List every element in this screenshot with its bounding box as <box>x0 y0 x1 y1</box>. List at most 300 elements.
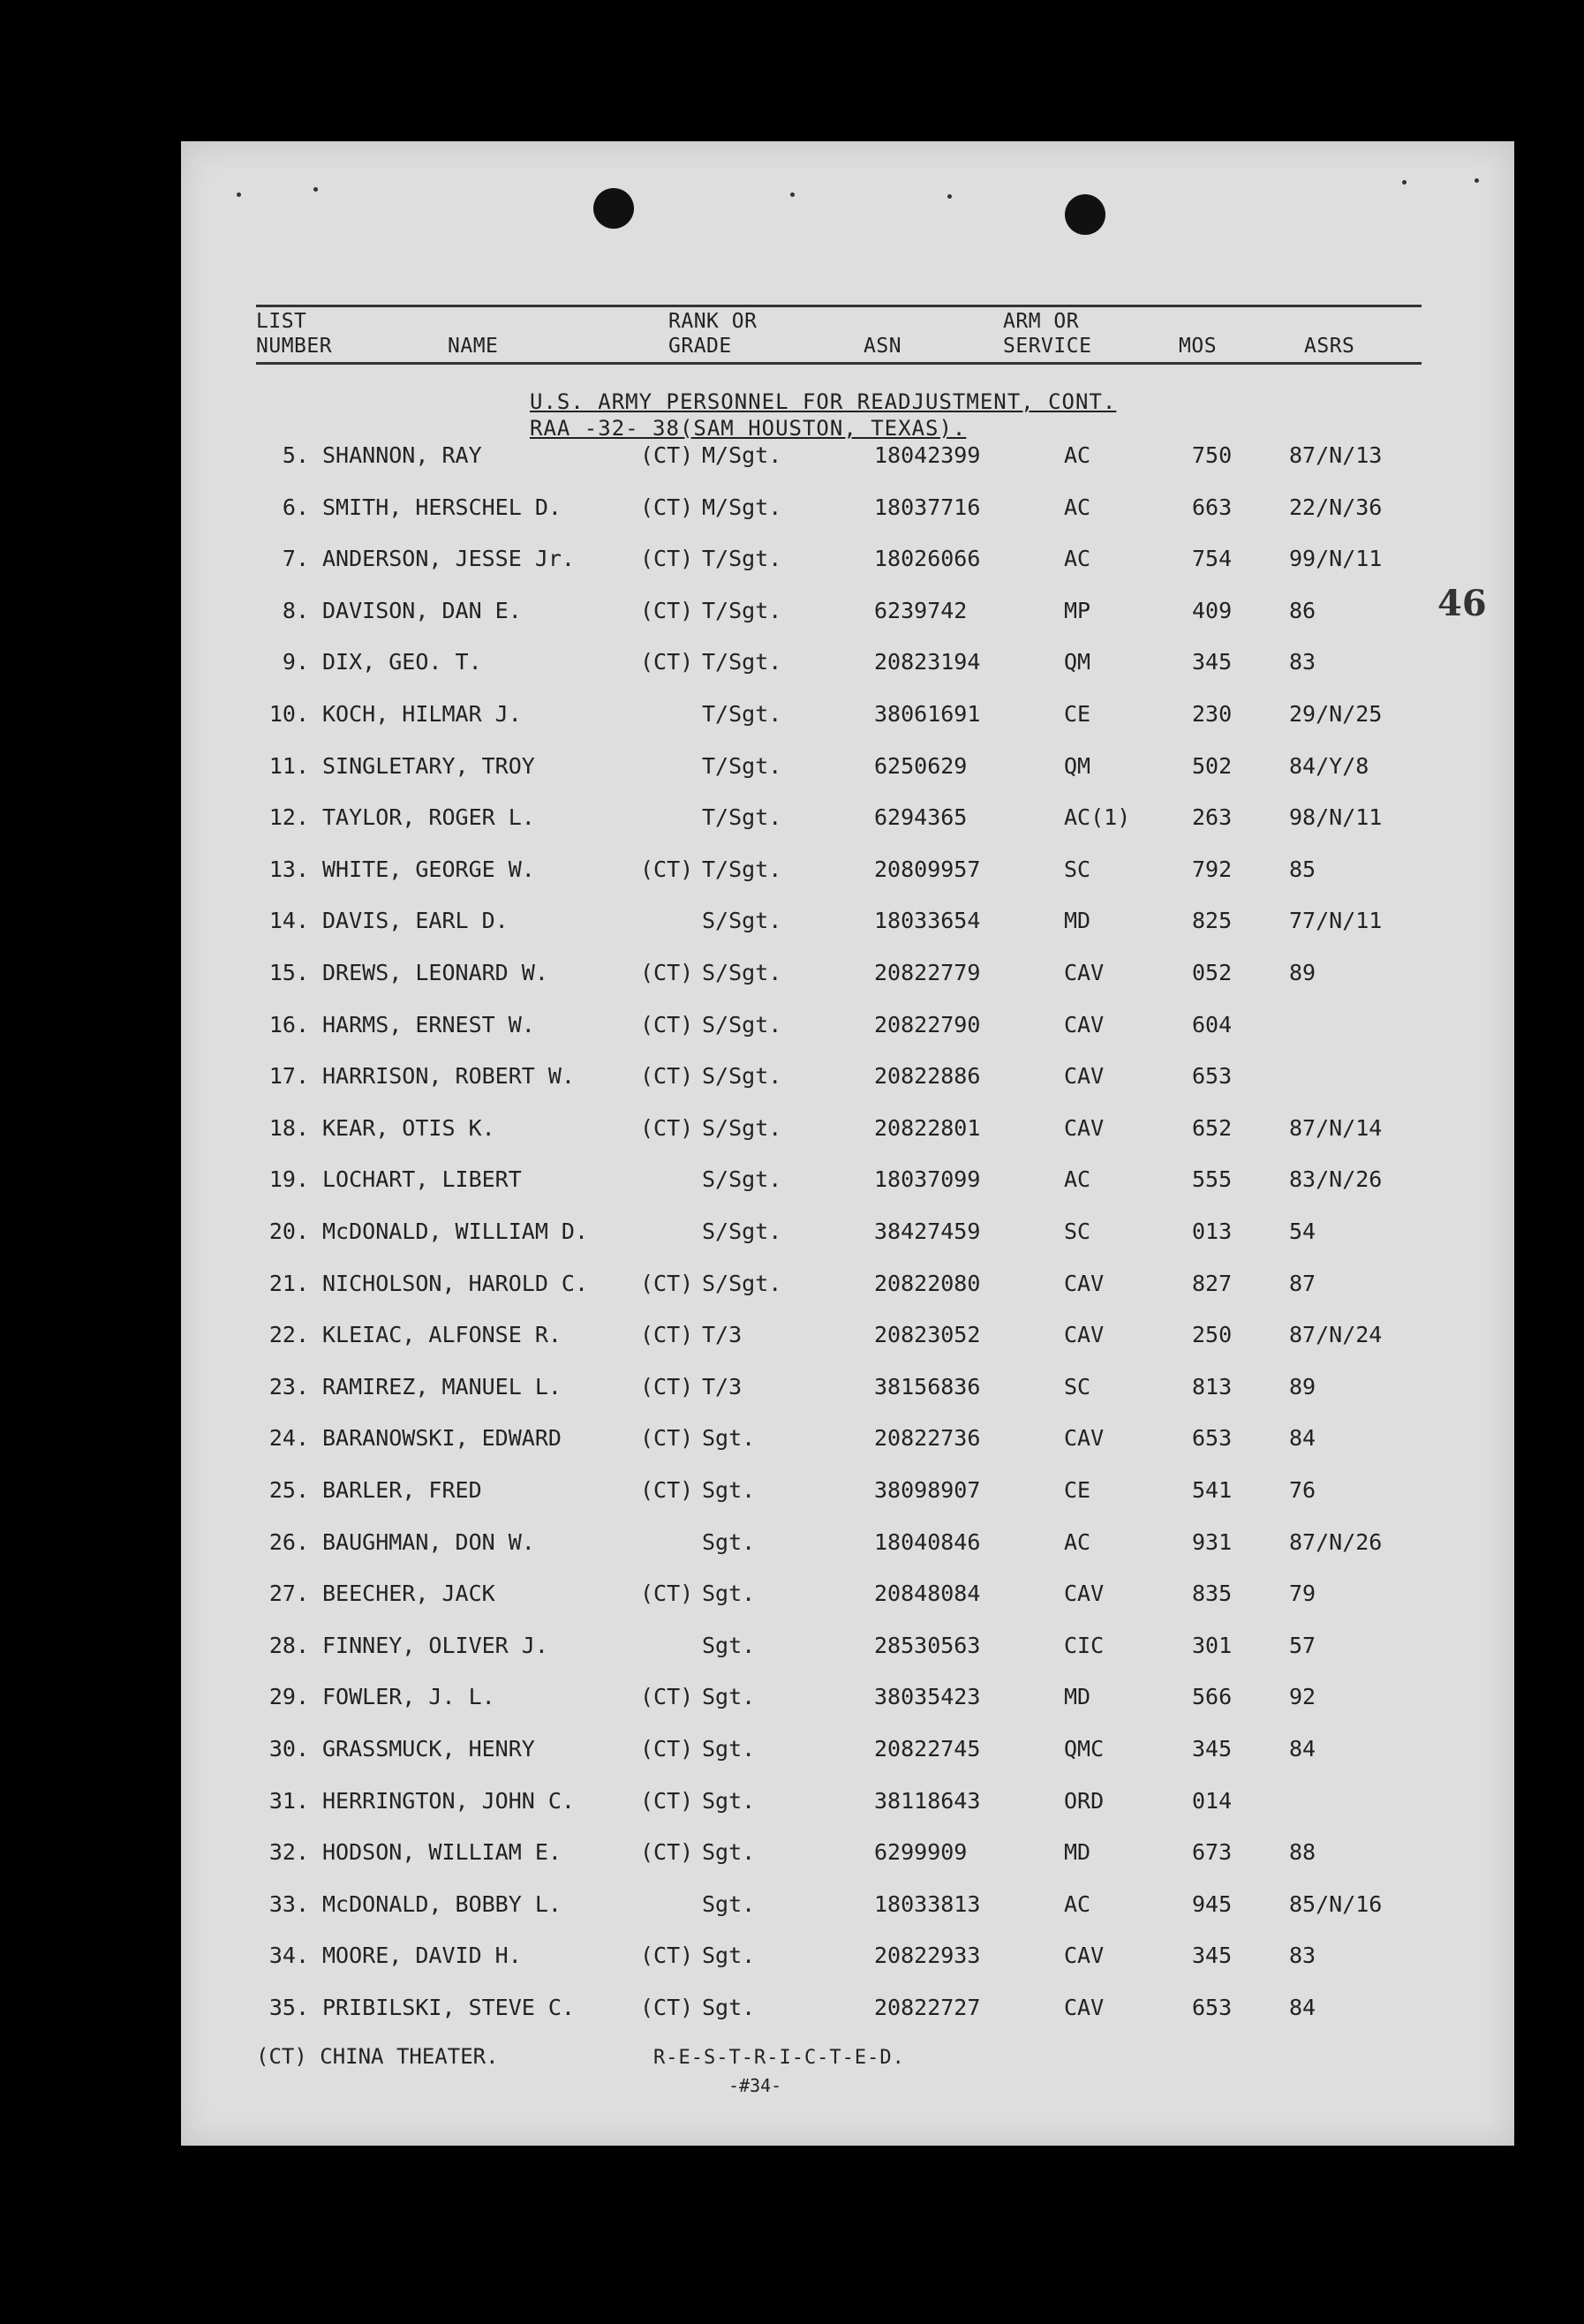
cell-arm: CAV <box>1064 1115 1105 1141</box>
table-row <box>0 1473 1584 1508</box>
document-title <box>530 389 1116 441</box>
cell-name: HERRINGTON, JOHN C. <box>322 1788 575 1814</box>
header-asrs <box>1304 334 1354 358</box>
cell-mos: 653 <box>1192 1063 1233 1089</box>
table-row <box>0 1370 1584 1405</box>
table-row <box>0 1214 1584 1249</box>
cell-asrs: 87/N/26 <box>1289 1529 1383 1555</box>
cell-name: WHITE, GEORGE W. <box>322 856 535 882</box>
cell-asrs: 76 <box>1289 1477 1316 1503</box>
cell-name: SHANNON, RAY <box>322 442 482 468</box>
cell-asrs: 83 <box>1289 649 1316 675</box>
cell-num: 33. <box>268 1891 309 1917</box>
cell-asrs: 77/N/11 <box>1289 908 1383 933</box>
cell-asrs: 57 <box>1289 1633 1316 1658</box>
cell-grade: Sgt. <box>702 1736 756 1762</box>
cell-asn: 6299909 <box>874 1839 968 1865</box>
table-row <box>0 645 1584 680</box>
cell-num: 5. <box>282 442 309 468</box>
table-row <box>0 1162 1584 1197</box>
header-name <box>448 334 498 358</box>
header-asrs-label: ASRS <box>1304 335 1355 358</box>
cell-arm: CE <box>1064 701 1091 727</box>
cell-ct: (CT) <box>640 1684 694 1709</box>
cell-grade: S/Sgt. <box>702 1012 782 1038</box>
speck <box>237 192 241 197</box>
cell-arm: MD <box>1064 908 1091 933</box>
cell-name: FOWLER, J. L. <box>322 1684 495 1709</box>
cell-ct: (CT) <box>640 1063 694 1089</box>
cell-asrs: 87/N/13 <box>1289 442 1383 468</box>
cell-name: KOCH, HILMAR J. <box>322 701 522 727</box>
cell-arm: CIC <box>1064 1633 1105 1658</box>
cell-name: SINGLETARY, TROY <box>322 753 535 779</box>
cell-arm: CE <box>1064 1477 1091 1503</box>
cell-asn: 20822933 <box>874 1943 981 1968</box>
cell-num: 15. <box>268 960 309 985</box>
cell-asn: 18033813 <box>874 1891 981 1917</box>
cell-mos: 652 <box>1192 1115 1233 1141</box>
table-row <box>0 1732 1584 1767</box>
footer-restricted: R-E-S-T-R-I-C-T-E-D. <box>653 2047 905 2069</box>
cell-arm: AC <box>1064 1529 1091 1555</box>
cell-arm: QM <box>1064 649 1091 675</box>
cell-grade: T/Sgt. <box>702 649 782 675</box>
table-row <box>0 438 1584 473</box>
cell-grade: Sgt. <box>702 1425 756 1451</box>
cell-asrs: 79 <box>1289 1581 1316 1606</box>
cell-arm: SC <box>1064 856 1091 882</box>
cell-asn: 20823052 <box>874 1322 981 1347</box>
cell-asrs: 84/Y/8 <box>1289 753 1369 779</box>
cell-grade: Sgt. <box>702 1633 756 1658</box>
cell-asrs: 83 <box>1289 1943 1316 1968</box>
cell-name: BAUGHMAN, DON W. <box>322 1529 535 1555</box>
table-row <box>0 1784 1584 1819</box>
cell-mos: 750 <box>1192 442 1233 468</box>
cell-name: DAVISON, DAN E. <box>322 598 522 623</box>
cell-num: 23. <box>268 1374 309 1400</box>
cell-asn: 38098907 <box>874 1477 981 1503</box>
header-mos <box>1179 334 1217 358</box>
cell-name: KEAR, OTIS K. <box>322 1115 495 1141</box>
table-row <box>0 1576 1584 1611</box>
cell-asn: 20822779 <box>874 960 981 985</box>
header-arm-line2: SERVICE <box>1003 335 1092 358</box>
cell-num: 29. <box>268 1684 309 1709</box>
cell-asn: 6239742 <box>874 598 968 623</box>
cell-mos: 813 <box>1192 1374 1233 1400</box>
cell-grade: Sgt. <box>702 1995 756 2020</box>
cell-mos: 653 <box>1192 1995 1233 2020</box>
cell-arm: CAV <box>1064 1063 1105 1089</box>
cell-num: 27. <box>268 1581 309 1606</box>
cell-grade: M/Sgt. <box>702 442 782 468</box>
cell-asn: 38118643 <box>874 1788 981 1814</box>
cell-num: 18. <box>268 1115 309 1141</box>
cell-name: DREWS, LEONARD W. <box>322 960 548 985</box>
cell-num: 10. <box>268 701 309 727</box>
cell-num: 16. <box>268 1012 309 1038</box>
cell-grade: Sgt. <box>702 1891 756 1917</box>
cell-grade: T/Sgt. <box>702 598 782 623</box>
cell-num: 34. <box>268 1943 309 1968</box>
cell-num: 26. <box>268 1529 309 1555</box>
cell-mos: 301 <box>1192 1633 1233 1658</box>
cell-asn: 20848084 <box>874 1581 981 1606</box>
cell-arm: CAV <box>1064 1425 1105 1451</box>
cell-arm: AC <box>1064 546 1091 571</box>
cell-grade: T/Sgt. <box>702 753 782 779</box>
cell-arm: AC(1) <box>1064 804 1131 830</box>
cell-mos: 409 <box>1192 598 1233 623</box>
cell-arm: CAV <box>1064 1271 1105 1296</box>
cell-asrs: 54 <box>1289 1219 1316 1244</box>
cell-name: HARMS, ERNEST W. <box>322 1012 535 1038</box>
cell-mos: 827 <box>1192 1271 1233 1296</box>
cell-name: MOORE, DAVID H. <box>322 1943 522 1968</box>
cell-num: 25. <box>268 1477 309 1503</box>
cell-num: 19. <box>268 1166 309 1192</box>
cell-arm: SC <box>1064 1374 1091 1400</box>
cell-mos: 825 <box>1192 908 1233 933</box>
cell-asn: 20822801 <box>874 1115 981 1141</box>
table-row <box>0 852 1584 887</box>
header-list-number-line2: NUMBER <box>256 335 333 358</box>
header-asn <box>864 334 901 358</box>
table-row <box>0 1317 1584 1353</box>
cell-asn: 18040846 <box>874 1529 981 1555</box>
cell-asn: 20809957 <box>874 856 981 882</box>
cell-mos: 945 <box>1192 1891 1233 1917</box>
table-row <box>0 1421 1584 1456</box>
cell-arm: CAV <box>1064 1581 1105 1606</box>
cell-asn: 20822736 <box>874 1425 981 1451</box>
cell-asrs: 98/N/11 <box>1289 804 1383 830</box>
cell-grade: T/Sgt. <box>702 804 782 830</box>
cell-mos: 013 <box>1192 1219 1233 1244</box>
cell-arm: CAV <box>1064 1995 1105 2020</box>
table-row <box>0 1059 1584 1094</box>
table-row <box>0 697 1584 732</box>
cell-ct: (CT) <box>640 1425 694 1451</box>
cell-mos: 931 <box>1192 1529 1233 1555</box>
cell-mos: 502 <box>1192 753 1233 779</box>
table-row <box>0 1266 1584 1302</box>
cell-num: 8. <box>282 598 309 623</box>
table-row <box>0 541 1584 577</box>
cell-asn: 20822886 <box>874 1063 981 1089</box>
cell-ct: (CT) <box>640 1943 694 1968</box>
cell-grade: Sgt. <box>702 1529 756 1555</box>
cell-num: 17. <box>268 1063 309 1089</box>
cell-asn: 38035423 <box>874 1684 981 1709</box>
cell-grade: S/Sgt. <box>702 960 782 985</box>
cell-num: 31. <box>268 1788 309 1814</box>
cell-ct: (CT) <box>640 546 694 571</box>
cell-mos: 604 <box>1192 1012 1233 1038</box>
cell-mos: 566 <box>1192 1684 1233 1709</box>
cell-arm: ORD <box>1064 1788 1105 1814</box>
cell-asrs: 22/N/36 <box>1289 494 1383 520</box>
cell-ct: (CT) <box>640 1115 694 1141</box>
cell-asrs: 86 <box>1289 598 1316 623</box>
cell-mos: 345 <box>1192 1736 1233 1762</box>
cell-ct: (CT) <box>640 649 694 675</box>
cell-mos: 541 <box>1192 1477 1233 1503</box>
cell-grade: T/Sgt. <box>702 856 782 882</box>
cell-arm: AC <box>1064 442 1091 468</box>
cell-mos: 555 <box>1192 1166 1233 1192</box>
cell-num: 9. <box>282 649 309 675</box>
cell-asrs: 84 <box>1289 1736 1316 1762</box>
cell-asn: 6250629 <box>874 753 968 779</box>
table-row <box>0 955 1584 991</box>
page-stamp: 46 <box>1437 583 1487 624</box>
cell-grade: M/Sgt. <box>702 494 782 520</box>
table-row <box>0 593 1584 629</box>
cell-num: 35. <box>268 1995 309 2020</box>
punch-hole-right <box>1065 194 1105 235</box>
cell-asrs: 29/N/25 <box>1289 701 1383 727</box>
cell-asrs: 99/N/11 <box>1289 546 1383 571</box>
table-row <box>0 1887 1584 1922</box>
cell-asrs: 84 <box>1289 1995 1316 2020</box>
cell-asn: 18026066 <box>874 546 981 571</box>
cell-asn: 38427459 <box>874 1219 981 1244</box>
cell-ct: (CT) <box>640 1995 694 2020</box>
cell-grade: T/3 <box>702 1322 743 1347</box>
cell-grade: Sgt. <box>702 1943 756 1968</box>
header-arm <box>1003 309 1091 358</box>
cell-arm: CAV <box>1064 960 1105 985</box>
cell-asn: 18042399 <box>874 442 981 468</box>
header-list-number <box>256 309 332 358</box>
cell-name: ANDERSON, JESSE Jr. <box>322 546 575 571</box>
cell-grade: T/3 <box>702 1374 743 1400</box>
cell-grade: T/Sgt. <box>702 546 782 571</box>
cell-asrs: 85/N/16 <box>1289 1891 1383 1917</box>
cell-name: DAVIS, EARL D. <box>322 908 509 933</box>
cell-mos: 835 <box>1192 1581 1233 1606</box>
cell-name: RAMIREZ, MANUEL L. <box>322 1374 562 1400</box>
table-row <box>0 1628 1584 1664</box>
cell-ct: (CT) <box>640 598 694 623</box>
cell-name: BARLER, FRED <box>322 1477 482 1503</box>
table-row <box>0 1525 1584 1560</box>
cell-ct: (CT) <box>640 1322 694 1347</box>
cell-arm: MD <box>1064 1684 1091 1709</box>
cell-arm: MP <box>1064 598 1091 623</box>
cell-asn: 38061691 <box>874 701 981 727</box>
cell-mos: 250 <box>1192 1322 1233 1347</box>
cell-mos: 663 <box>1192 494 1233 520</box>
cell-ct: (CT) <box>640 1374 694 1400</box>
table-row <box>0 1007 1584 1043</box>
cell-name: BARANOWSKI, EDWARD <box>322 1425 562 1451</box>
cell-grade: Sgt. <box>702 1477 756 1503</box>
cell-asrs: 87 <box>1289 1271 1316 1296</box>
cell-num: 30. <box>268 1736 309 1762</box>
cell-num: 12. <box>268 804 309 830</box>
cell-arm: CAV <box>1064 1322 1105 1347</box>
cell-num: 14. <box>268 908 309 933</box>
header-mos-label: MOS <box>1179 335 1218 358</box>
cell-asn: 20823194 <box>874 649 981 675</box>
header-name-label: NAME <box>448 335 499 358</box>
cell-num: 7. <box>282 546 309 571</box>
cell-name: DIX, GEO. T. <box>322 649 482 675</box>
cell-asn: 28530563 <box>874 1633 981 1658</box>
cell-name: HODSON, WILLIAM E. <box>322 1839 562 1865</box>
cell-asn: 20822745 <box>874 1736 981 1762</box>
cell-asrs: 84 <box>1289 1425 1316 1451</box>
table-row <box>0 1111 1584 1146</box>
cell-asn: 18037099 <box>874 1166 981 1192</box>
cell-grade: Sgt. <box>702 1684 756 1709</box>
cell-name: PRIBILSKI, STEVE C. <box>322 1995 575 2020</box>
cell-asn: 18037716 <box>874 494 981 520</box>
cell-ct: (CT) <box>640 1839 694 1865</box>
cell-name: LOCHART, LIBERT <box>322 1166 522 1192</box>
cell-num: 6. <box>282 494 309 520</box>
cell-arm: MD <box>1064 1839 1091 1865</box>
cell-ct: (CT) <box>640 1581 694 1606</box>
cell-arm: CAV <box>1064 1012 1105 1038</box>
cell-ct: (CT) <box>640 960 694 985</box>
cell-arm: AC <box>1064 1891 1091 1917</box>
cell-asrs: 87/N/24 <box>1289 1322 1383 1347</box>
header-arm-line1: ARM OR <box>1003 310 1080 333</box>
cell-mos: 754 <box>1192 546 1233 571</box>
cell-num: 24. <box>268 1425 309 1451</box>
cell-mos: 230 <box>1192 701 1233 727</box>
cell-grade: T/Sgt. <box>702 701 782 727</box>
cell-mos: 673 <box>1192 1839 1233 1865</box>
cell-mos: 263 <box>1192 804 1233 830</box>
cell-asrs: 89 <box>1289 960 1316 985</box>
cell-arm: QMC <box>1064 1736 1105 1762</box>
cell-grade: S/Sgt. <box>702 1271 782 1296</box>
title-line-1: U.S. ARMY PERSONNEL FOR READJUSTMENT, CONT. <box>530 389 1117 414</box>
cell-asn: 18033654 <box>874 908 981 933</box>
cell-grade: S/Sgt. <box>702 1115 782 1141</box>
speck <box>947 194 952 199</box>
header-rank <box>668 309 757 358</box>
cell-mos: 653 <box>1192 1425 1233 1451</box>
header-asn-label: ASN <box>864 335 902 358</box>
cell-mos: 345 <box>1192 649 1233 675</box>
cell-grade: Sgt. <box>702 1788 756 1814</box>
cell-num: 32. <box>268 1839 309 1865</box>
cell-asrs: 85 <box>1289 856 1316 882</box>
cell-name: GRASSMUCK, HENRY <box>322 1736 535 1762</box>
cell-ct: (CT) <box>640 1012 694 1038</box>
cell-grade: S/Sgt. <box>702 1219 782 1244</box>
cell-mos: 014 <box>1192 1788 1233 1814</box>
speck <box>313 187 318 192</box>
cell-asrs: 87/N/14 <box>1289 1115 1383 1141</box>
table-row <box>0 903 1584 939</box>
header-rank-line1: RANK OR <box>668 310 758 333</box>
cell-num: 22. <box>268 1322 309 1347</box>
table-row <box>0 1679 1584 1715</box>
table-row <box>0 1835 1584 1870</box>
footer-page-number: -#34- <box>728 2075 782 2096</box>
cell-arm: AC <box>1064 1166 1091 1192</box>
cell-grade: S/Sgt. <box>702 908 782 933</box>
cell-asn: 20822080 <box>874 1271 981 1296</box>
cell-num: 21. <box>268 1271 309 1296</box>
cell-grade: S/Sgt. <box>702 1166 782 1192</box>
cell-ct: (CT) <box>640 1736 694 1762</box>
cell-mos: 792 <box>1192 856 1233 882</box>
cell-asrs: 83/N/26 <box>1289 1166 1383 1192</box>
cell-grade: Sgt. <box>702 1839 756 1865</box>
cell-name: BEECHER, JACK <box>322 1581 495 1606</box>
header-rank-line2: GRADE <box>668 335 732 358</box>
cell-ct: (CT) <box>640 494 694 520</box>
cell-arm: SC <box>1064 1219 1091 1244</box>
cell-ct: (CT) <box>640 856 694 882</box>
punch-hole-left <box>593 188 634 229</box>
cell-asrs: 88 <box>1289 1839 1316 1865</box>
cell-asrs: 92 <box>1289 1684 1316 1709</box>
cell-asn: 20822790 <box>874 1012 981 1038</box>
cell-name: NICHOLSON, HAROLD C. <box>322 1271 589 1296</box>
cell-asn: 6294365 <box>874 804 968 830</box>
footer-note: (CT) CHINA THEATER. <box>256 2044 499 2069</box>
cell-asn: 38156836 <box>874 1374 981 1400</box>
table-row <box>0 1938 1584 1973</box>
cell-name: TAYLOR, ROGER L. <box>322 804 535 830</box>
cell-num: 20. <box>268 1219 309 1244</box>
cell-name: HARRISON, ROBERT W. <box>322 1063 575 1089</box>
cell-arm: CAV <box>1064 1943 1105 1968</box>
cell-name: KLEIAC, ALFONSE R. <box>322 1322 562 1347</box>
table-row <box>0 1990 1584 2026</box>
cell-arm: AC <box>1064 494 1091 520</box>
speck <box>790 192 795 197</box>
cell-ct: (CT) <box>640 1477 694 1503</box>
title-line-2: RAA -32- 38(SAM HOUSTON, TEXAS). <box>530 416 967 441</box>
cell-name: McDONALD, WILLIAM D. <box>322 1219 589 1244</box>
cell-num: 11. <box>268 753 309 779</box>
table-row <box>0 490 1584 525</box>
cell-grade: S/Sgt. <box>702 1063 782 1089</box>
cell-asn: 20822727 <box>874 1995 981 2020</box>
cell-ct: (CT) <box>640 1271 694 1296</box>
cell-num: 28. <box>268 1633 309 1658</box>
cell-asrs: 89 <box>1289 1374 1316 1400</box>
cell-name: McDONALD, BOBBY L. <box>322 1891 562 1917</box>
cell-name: SMITH, HERSCHEL D. <box>322 494 562 520</box>
cell-name: FINNEY, OLIVER J. <box>322 1633 548 1658</box>
table-row <box>0 749 1584 784</box>
cell-grade: Sgt. <box>702 1581 756 1606</box>
table-row <box>0 800 1584 835</box>
speck <box>1475 178 1479 183</box>
cell-arm: QM <box>1064 753 1091 779</box>
cell-ct: (CT) <box>640 1788 694 1814</box>
cell-mos: 345 <box>1192 1943 1233 1968</box>
speck <box>1402 180 1407 185</box>
header-list-number-line1: LIST <box>256 310 307 333</box>
table-header <box>256 305 1422 365</box>
cell-mos: 052 <box>1192 960 1233 985</box>
cell-ct: (CT) <box>640 442 694 468</box>
cell-num: 13. <box>268 856 309 882</box>
